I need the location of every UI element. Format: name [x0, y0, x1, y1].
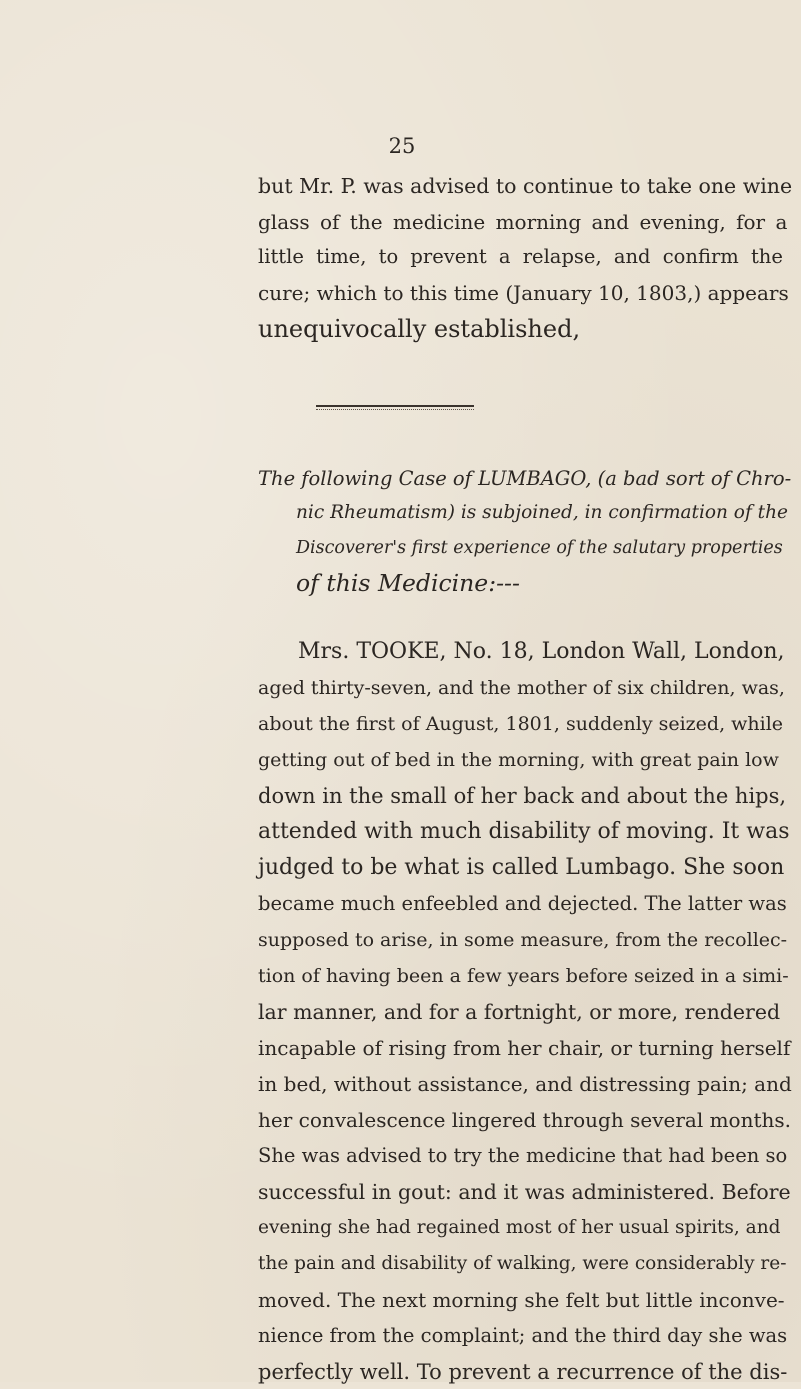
text-line: perfectly well. To prevent a recurrence of the dis-	[258, 1360, 788, 1384]
text-line: aged thirty-seven, and the mother of six children, was,	[258, 677, 785, 699]
text-line: moved. The next morning she felt but little inconve-	[258, 1288, 785, 1312]
text-line: getting out of bed in the morning, with great pain low	[258, 749, 779, 771]
text-line: her convalescence lingered through several months.	[258, 1108, 791, 1132]
text-line: lar manner, and for a fortnight, or more, rendered	[258, 1000, 781, 1024]
text-line: unequivocally established,	[258, 315, 581, 343]
text-line: She was advised to try the medicine that had been so	[258, 1144, 788, 1167]
text-line: cure; which to this time (January 10, 1803,) appears	[258, 281, 789, 305]
text-line: nic Rheumatism) is subjoined, in confirmation of the	[296, 502, 788, 523]
text-line: the pain and disability of walking, were considerably re-	[258, 1253, 787, 1274]
text-line: supposed to arise, in some measure, from the recollec-	[258, 929, 788, 951]
text-line: in bed, without assistance, and distressing pain; and	[258, 1072, 792, 1096]
text-line: became much enfeebled and dejected. The latter was	[258, 892, 787, 915]
text-line: of this Medicine:---	[296, 569, 520, 597]
text-line: but Mr. P. was advised to continue to take one wine	[258, 174, 793, 198]
section-divider	[316, 405, 474, 407]
text-line: about the first of August, 1801, suddenly seized, while	[258, 713, 784, 735]
text-line: evening she had regained most of her usual spirits, and	[258, 1217, 781, 1238]
text-line: successful in gout: and it was administered. Before	[258, 1180, 791, 1204]
text-line: glass of the medicine morning and evening, for a	[258, 210, 788, 234]
text-line: Mrs. TOOKE, No. 18, London Wall, London,	[298, 639, 785, 664]
text-line: incapable of rising from her chair, or turning herself	[258, 1036, 791, 1060]
text-line: little time, to prevent a relapse, and confirm the	[258, 245, 783, 268]
page-number: 25	[388, 134, 416, 158]
text-line: down in the small of her back and about the hips,	[258, 784, 787, 808]
text-line: nience from the complaint; and the third day she was	[258, 1324, 788, 1347]
text-line: attended with much disability of moving. It was	[258, 819, 790, 844]
text-line: tion of having been a few years before seized in a simi-	[258, 965, 789, 987]
text-line: Discoverer's first experience of the salutary properties	[296, 538, 783, 558]
text-line: The following Case of LUMBAGO, (a bad sort of Chro-	[258, 467, 792, 490]
text-line: judged to be what is called Lumbago. She soon	[258, 855, 785, 880]
